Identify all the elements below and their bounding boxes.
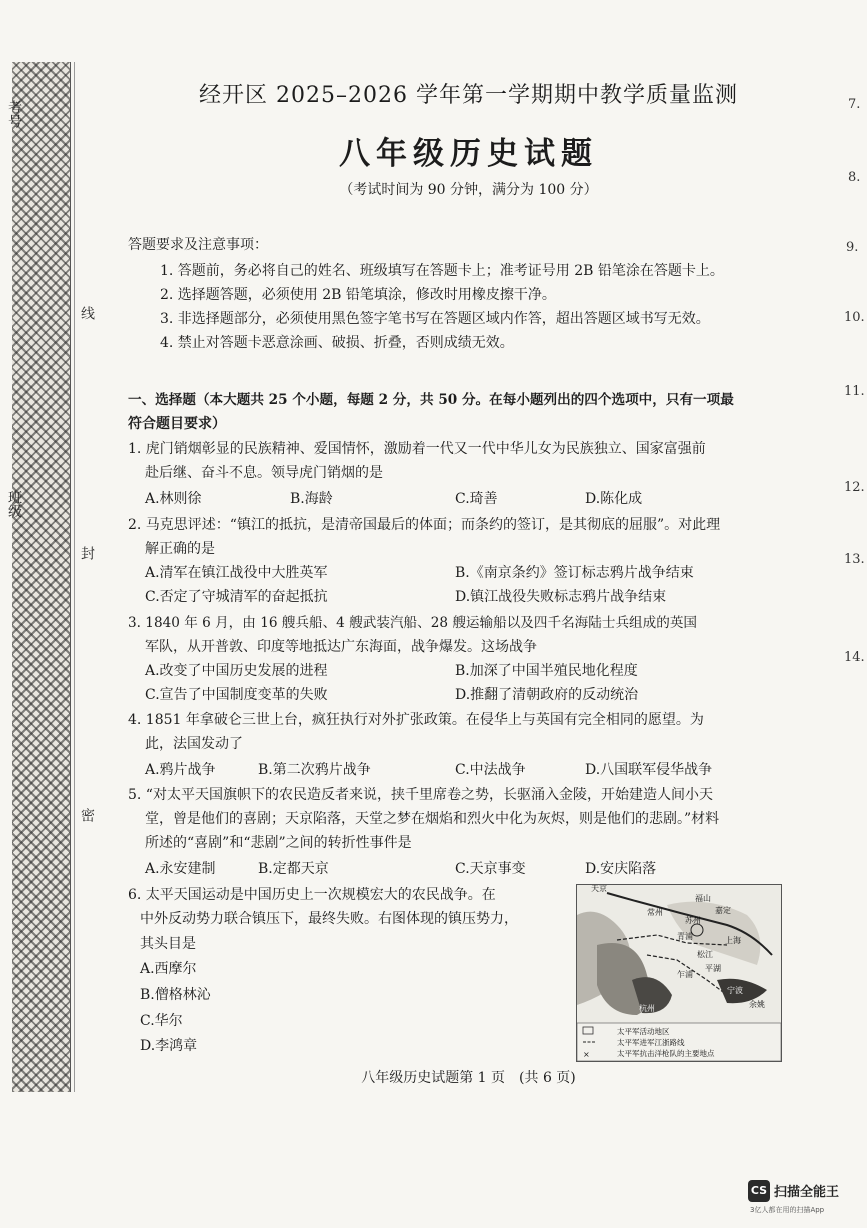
question-5-option-d: D.安庆陷落 (585, 861, 657, 877)
binding-pattern-strip (12, 62, 71, 1092)
question-5-text: 5. “对太平天国旗帜下的农民造反者来说，挟千里席卷之势，长驱涌入金陵，开始建造人间小天 (128, 787, 713, 803)
section-heading-cont: 符合题目要求） (128, 416, 226, 432)
question-6-text: 其头目是 (140, 936, 196, 952)
watermark-app-name: 扫描全能王 (774, 1185, 840, 1200)
question-5-option-a: A.永安建制 (145, 861, 216, 877)
question-3-option-a: A.改变了中国历史发展的进程 (145, 663, 328, 679)
question-2-text: 解正确的是 (145, 541, 215, 557)
notice-item: 2. 选择题答题，必须使用 2B 铅笔填涂，修改时用橡皮擦干净。 (160, 287, 556, 303)
time-note: （考试时间为 90 分钟，满分为 100 分） (339, 182, 598, 198)
question-2-text: 2. 马克思评述：“镇江的抵抗，是清帝国最后的体面；而条约的签订，是其彻底的屈服”。对此理 (128, 517, 721, 533)
binding-seal-char: 封 (79, 546, 95, 560)
map-legend-item: 太平军抗击洋枪队的主要地点 (617, 1049, 715, 1058)
question-3-option-b: B.加深了中国半殖民地化程度 (455, 663, 638, 679)
question-5-option-b: B.定都天京 (258, 861, 329, 877)
margin-fragment: 10. (844, 310, 865, 325)
map-legend-item: 太平军进军江浙路线 (617, 1038, 685, 1047)
exam-name: 经开区 2025–2026 学年第一学期期中教学质量监测 (199, 83, 738, 108)
question-1-option-a: A.林则徐 (145, 491, 202, 507)
question-4-option-c: C.中法战争 (455, 762, 526, 778)
binding-line-char: 线 (79, 306, 95, 320)
margin-fragment: 12. (844, 480, 865, 495)
question-1-option-c: C.琦善 (455, 491, 498, 507)
question-1-text: 1. 虎门销烟彰显的民族精神、爱国情怀，激励着一代又一代中华儿女为民族独立、国家富强前 (128, 441, 706, 457)
margin-fragment: 8. (848, 170, 861, 185)
notice-item: 4. 禁止对答题卡恶意涂画、破损、折叠，否则成绩无效。 (160, 335, 514, 351)
question-2-option-b: B.《南京条约》签订标志鸦片战争结束 (455, 565, 694, 581)
map-label: 嘉定 (715, 906, 731, 915)
scanner-watermark (748, 1178, 858, 1218)
map-label: 宁波 (727, 986, 743, 995)
map-label: 苏州 (685, 916, 701, 925)
map-label: 上海 (725, 936, 741, 945)
notice-heading: 答题要求及注意事项： (128, 237, 268, 253)
margin-fragment: 11. (844, 384, 865, 399)
question-3-text: 3. 1840 年 6 月，由 16 艘兵船、4 艘武装汽船、28 艘运输船以及四千名海陆士兵组成的英国 (128, 615, 698, 631)
question-2-option-a: A.清军在镇江战役中大胜英军 (145, 565, 328, 581)
notice-item: 3. 非选择题部分，必须使用黑色签字笔书写在答题区域内作答，超出答题区域书写无效。 (160, 311, 710, 327)
subject-title: 八年级历史试题 (339, 136, 598, 172)
map-label: 常州 (647, 908, 663, 917)
map-label: 青浦 (677, 932, 693, 941)
question-6-option-d: D.李鸿章 (140, 1038, 198, 1054)
question-1-text: 赴后继、奋斗不息。领导虎门销烟的是 (145, 465, 383, 481)
map-label: 余姚 (749, 1000, 765, 1009)
question-1-option-b: B.海龄 (290, 491, 333, 507)
notice-item: 1. 答题前，务必将自己的姓名、班级填写在答题卡上；准考证号用 2B 铅笔涂在答题卡上。 (160, 263, 724, 279)
field-exam-no: 考号 (6, 100, 22, 128)
page-footer: 八年级历史试题第 1 页 (共 6 页) (361, 1070, 576, 1086)
margin-fragment: 7. (848, 97, 861, 112)
question-4-option-a: A.鸦片战争 (145, 762, 216, 778)
question-3-text: 军队，从开普敦、印度等地抵达广东海面，战争爆发。这场战争 (145, 639, 537, 655)
question-3-option-c: C.宣告了中国制度变革的失败 (145, 687, 328, 703)
question-4-option-d: D.八国联军侵华战争 (585, 762, 713, 778)
question-5-text: 所述的“喜剧”和“悲剧”之间的转折性事件是 (145, 835, 412, 851)
question-2-option-c: C.否定了守城清军的奋起抵抗 (145, 589, 328, 605)
question-6-option-b: B.僧格林沁 (140, 987, 211, 1003)
camscanner-logo-icon: CS (748, 1180, 770, 1202)
map-label: 天京 (591, 885, 607, 893)
question-4-text: 此，法国发动了 (145, 736, 243, 752)
map-label: 平湖 (705, 964, 721, 973)
margin-fragment: 14. (844, 650, 865, 665)
question-6-option-c: C.华尔 (140, 1013, 183, 1029)
field-class: 班级 (6, 490, 22, 518)
question-3-option-d: D.推翻了清朝政府的反动统治 (455, 687, 639, 703)
map-drawing (577, 885, 781, 1061)
map-label: 杭州 (639, 1004, 655, 1013)
question-5-option-c: C.天京事变 (455, 861, 526, 877)
question-5-text: 堂，曾是他们的喜剧；天京陷落，天堂之梦在烟焰和烈火中化为灰烬，则是他们的悲剧。”材料 (145, 811, 720, 827)
question-4-option-b: B.第二次鸦片战争 (258, 762, 371, 778)
margin-fragment: 9. (846, 240, 859, 255)
taiping-map-figure (576, 884, 782, 1062)
margin-fragment: 13. (844, 552, 865, 567)
binding-secret-char: 密 (79, 808, 95, 822)
question-2-option-d: D.镇江战役失败标志鸦片战争结束 (455, 589, 667, 605)
watermark-tagline: 3亿人都在用的扫描App (750, 1206, 825, 1214)
question-6-text: 中外反动势力联合镇压下，最终失败。右图体现的镇压势力， (140, 911, 518, 927)
question-1-option-d: D.陈化成 (585, 491, 643, 507)
map-label: 乍浦 (677, 970, 693, 979)
question-6-option-a: A.西摩尔 (140, 961, 197, 977)
question-4-text: 4. 1851 年拿破仑三世上台，疯狂执行对外扩张政策。在侵华上与英国有完全相同的愿望。为 (128, 712, 704, 728)
map-label: 福山 (695, 894, 711, 903)
section-heading: 一、选择题（本大题共 25 个小题，每题 2 分，共 50 分。在每小题列出的四个选项中，只有一项最 (128, 392, 734, 408)
binding-cut-line (74, 62, 75, 1092)
question-6-text: 6. 太平天国运动是中国历史上一次规模宏大的农民战争。在 (128, 887, 496, 903)
svg-text:×: × (583, 1050, 590, 1059)
map-label: 松江 (697, 950, 713, 959)
map-legend-item: 太平军活动地区 (617, 1027, 670, 1036)
